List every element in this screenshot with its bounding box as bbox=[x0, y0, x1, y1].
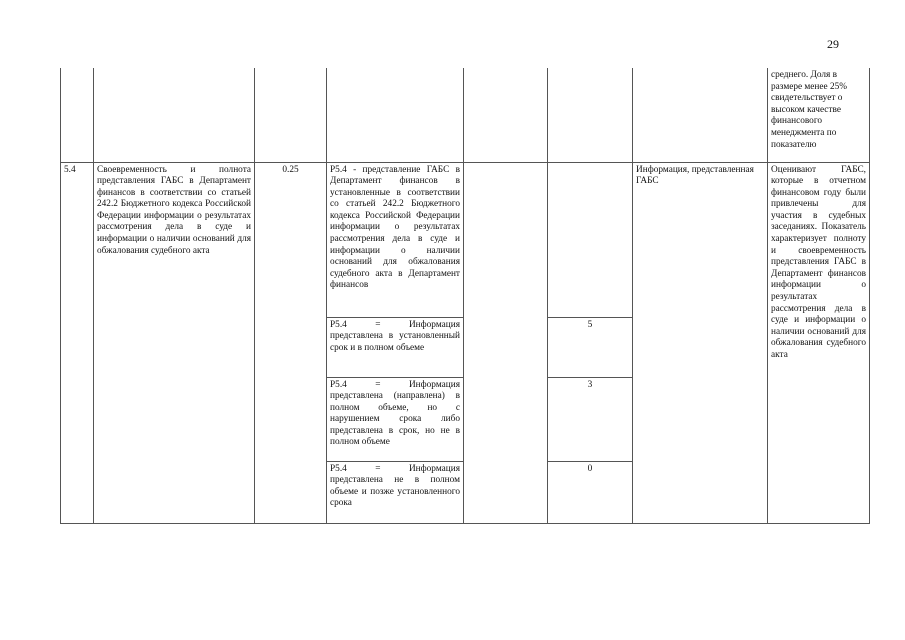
indicator-source: Информация, представленная ГАБС bbox=[633, 162, 768, 523]
indicator-weight: 0.25 bbox=[255, 162, 327, 523]
scoring-condition: P5.4 = Информация представлена (направлена) в полном объеме, но с нарушением срока либо представлена в срок, но не в полном объеме bbox=[327, 377, 464, 461]
cont-cell-empty bbox=[464, 68, 548, 162]
cont-cell-score bbox=[548, 68, 633, 162]
indicator-row bbox=[61, 162, 870, 317]
scoring-condition: P5.4 = Информация представлена в установленный срок и в полном объеме bbox=[327, 317, 464, 377]
indicator-score-empty bbox=[548, 162, 633, 317]
cont-cell-formula bbox=[327, 68, 464, 162]
indicator-formula: P5.4 - представление ГАБС в Департамент финансов в установленные в соответствии со статьей 242.2 Бюджетного кодекса Российской Федерации информации о результатах рассмотрения дела в суде и информации о наличии оснований для обжалования судебного акта в Департамент финансов bbox=[327, 162, 464, 317]
cont-cell-name bbox=[94, 68, 255, 162]
scoring-score: 5 bbox=[548, 317, 633, 377]
scoring-score: 0 bbox=[548, 461, 633, 523]
indicator-name: Своевременность и полнота представления ГАБС в Департамент финансов в соответствии со статьей 242.2 Бюджетного кодекса Российской Федерации информации о результатах рассмотрения дела в суде и информации о наличии оснований для обжалования судебного акта bbox=[94, 162, 255, 523]
cont-cell-source bbox=[633, 68, 768, 162]
continuation-row bbox=[61, 68, 870, 162]
indicator-comment: Оценивают ГАБС, которые в отчетном финансовом году были привлечены для участия в судебных заседаниях. Показатель характеризует полноту и своевременность представления ГАБС в Департамент финансов информации о результатах рассмотрения дела в суде и информации о наличии оснований для обжалования судебного акта bbox=[768, 162, 870, 523]
cont-cell-number bbox=[61, 68, 94, 162]
scoring-condition: P5.4 = Информация представлена не в полном объеме и позже установленного срока bbox=[327, 461, 464, 523]
page-number: 29 bbox=[827, 37, 839, 51]
indicator-number: 5.4 bbox=[61, 162, 94, 523]
indicator-empty-col bbox=[464, 162, 548, 523]
cont-cell-weight bbox=[255, 68, 327, 162]
scoring-score: 3 bbox=[548, 377, 633, 461]
indicator-table bbox=[60, 68, 870, 524]
cont-cell-comment: среднего. Доля в размере менее 25% свидетельствует о высоком качестве финансового менеджмента по показателю bbox=[768, 68, 870, 162]
